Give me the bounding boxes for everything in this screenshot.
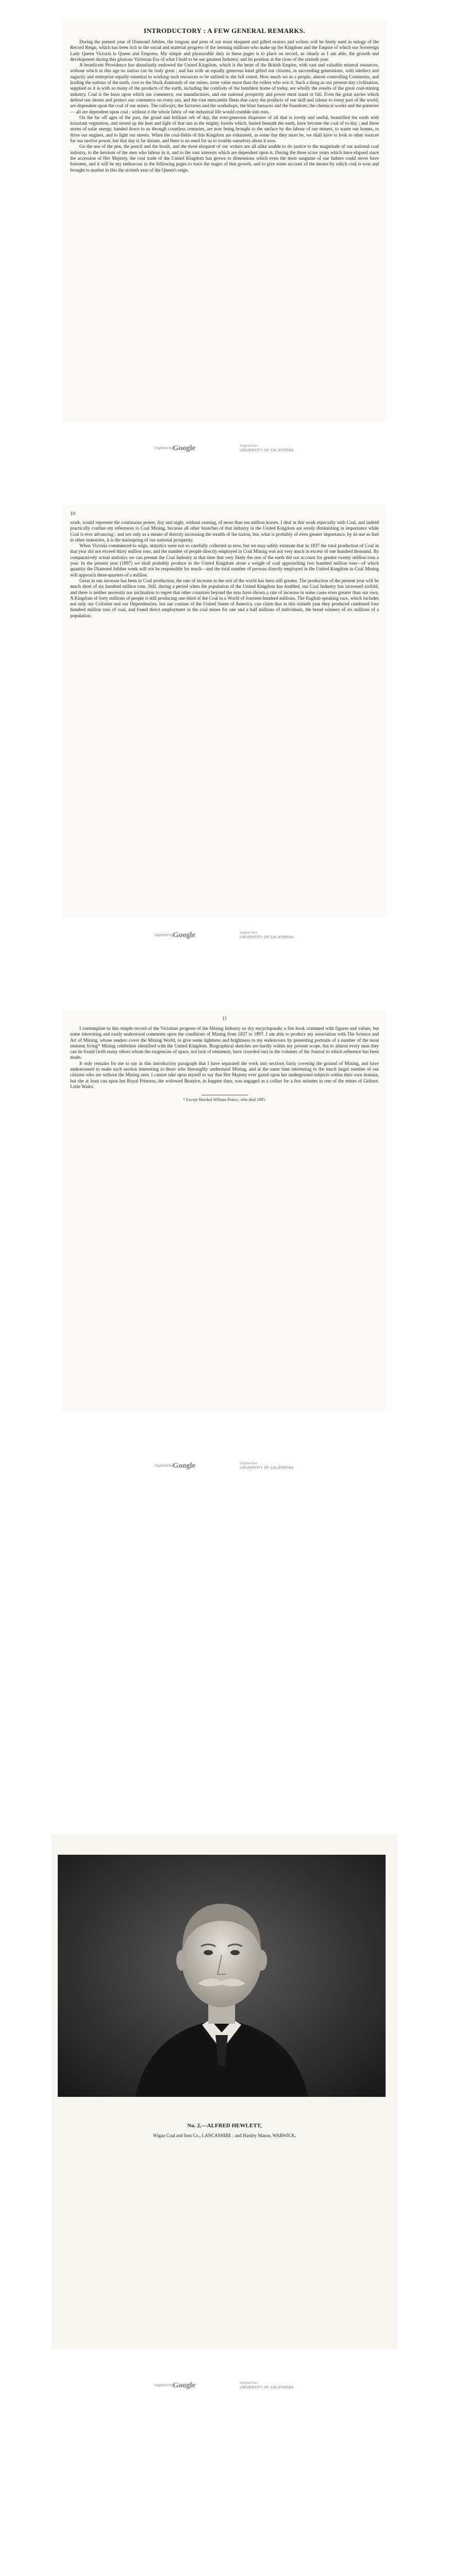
paragraph: I contemplate in this simple record of the Victorian progress of the Mining Industry so dry encyclopaedic a fire hook crammed with figures and values, but some interesting and easily understood comments upon the conditions of Mining from 1837 to 1897. I am able to produce my association with The Science and Art of Mining, whose readers cover the Mining World, to give some lightness and brightness to my endeavours by presenting portraits of a number of the most eminent living* Mining celebrities identified with the United Kingdom. Biographical sketches are hardly within my present scope, but to almost every man they can be found (with many others whom the exigencies of space, not lack of eminence, have crowded out) in the volumes of the Journal to which reference has been made.: [70, 1026, 379, 1060]
digitized-label: Digitized by: [155, 2384, 174, 2387]
body-text: [70, 1026, 379, 1090]
google-logo: Google: [173, 1462, 195, 1470]
digitized-label: Digitized by: [155, 447, 174, 450]
paragraph: On the far off ages of the past, the grand and brilliant orb of day, the ever-generous dispenser of all that is lovely and useful, beautified the earth with luxuriant vegetation, and stored up the heat and light of that sun in the mighty forests which, buried beneath the earth, have become the coal of to-day ; and these stores of solar energy, handed down to us through countless centuries, are now being brought to the surface by the labour of our miners, to warm our homes, to drive our engines, and to light our streets. When the coal-fields of this Kingdom are exhausted, as some day they must be, we shall have to look to other sources for our motive power, but that day is far distant, and there is no need for us to trouble ourselves about it now.: [70, 114, 379, 144]
page-heading: INTRODUCTORY : A FEW GENERAL REMARKS.: [143, 27, 306, 35]
original-source-name: UNIVERSITY OF CALIFORNIA: [240, 2386, 294, 2389]
portrait-photograph: [58, 1855, 386, 2097]
paragraph: When Victoria commenced to reign, statistics were not so carefully collected as now, but we may safely estimate that in 1837 the total production of Coal in that year did not exceed thirty million tons, and the number of people directly employed in Coal Mining was not very much in excess of one hundred thousand. By comparatively actual statistics we can present the Coal Industry at that time that very likely the rest of the earth did not account for greater twenty million tons a year. In the present year (1897) we shall probably produce in the United Kingdom alone a weight of coal approaching two hundred million tons—of which quantity the Diamond Jubilee week will not be responsible for much—and the total number of persons directly employed in the United Kingdom in Coal Mining will approach three-quarters of a million.: [70, 543, 379, 578]
digitized-label: Digitized by: [155, 934, 174, 937]
body-text: [70, 39, 379, 173]
google-logo: Google: [173, 931, 195, 939]
body-text: [70, 520, 379, 619]
original-from-label: Original from: [240, 2382, 258, 2385]
document-page-3: [0, 979, 449, 1494]
page-sheet: [62, 1010, 387, 1412]
document-page-2: [0, 495, 449, 958]
google-watermark-footer: [0, 443, 449, 456]
paragraph: work, would represent the continuous power, day and night, without ceasing, of more than ten million horses. I deal in this work especially with Coal, and indeed practically confine my references to Coal Mining, because all other branches of that industry in the United Kingdom are sorely diminishing in importance while Coal is ever advancing ; and not only as a means of directly increasing the wealth of the nation, but, what is probably of even greater importance, by its use as fuel in other industries, it is the mainspring of our national prosperity.: [70, 520, 379, 543]
original-source-name: UNIVERSITY OF CALIFORNIA: [240, 449, 294, 452]
page-number: 11: [222, 1016, 227, 1022]
document-page-4: [0, 1834, 449, 2401]
paragraph: A beneficent Providence has abundantly endowed the United Kingdom, which is the heart of the British Empire, with vast and valuable mineral resources, without which in this age no nation can be truly great ; and has with an equally generous hand gifted our citizens, in succeeding generations, with intellect and sagacity and enterprise equally essential to working such resources to be utilised to the full extent. How much we as a people, almost controlling Continents, and leading the nations of the earth, owe to the black diamonds of our mines, none value more than the toilers who win it. Such a thing as our present-day civilisation, supplied as it is with so many of the products of the earth, including the comforts of the humblest home of today, are wholly the results of the great coal-mining industry. Coal is the basis upon which our commerce, our manufactures, and our national prosperity and power must stand or fall. Even the great navies which defend our shores and protect our commerce on every sea, and the vast mercantile fleets that carry the products of our skill and labour to every part of the world, are dependent upon the coal of our mines. The railways, the factories and the workshops, the blast furnaces and the foundries, the chemical works and the potteries — all are dependent upon coal ; without it the whole fabric of our industrial life would crumble into ruin.: [70, 62, 379, 114]
page-sheet: [62, 505, 387, 917]
digitized-label: Digitized by: [155, 1464, 174, 1468]
original-source-name: UNIVERSITY OF CALIFORNIA: [240, 1466, 294, 1470]
paragraph: During the present year of Diamond Jubilee, the tongues and pens of our most eloquent and gifted orators and writers will be freely used in eulogy of the Record Reign, which has been rich in the social and material progress of the teeming millions who make up the Kingdom and the Empire of which our Sovereign Lady Queen Victoria is Queen and Empress. My simple and pleasurable duty in these pages is to place on record, as clearly as I am able, the growth and development during this glorious Victorian Era of what I hold to be our greatest Industry, and its position at the close of the sixtieth year.: [70, 39, 379, 62]
original-from-label: Original from: [240, 445, 258, 448]
google-logo: Google: [173, 2381, 195, 2389]
google-watermark-footer: [0, 930, 449, 943]
paragraph: It only remains for me to say in this introductory paragraph that I have separated the work into sections fairly covering the ground of Mining, and have endeavoured to make each section interesting to those who thoroughly understand Mining, and at the same time interesting to the much larger number of our citizens who are without the Mining area. I cannot take upon myself to say that Her Majesty ever gazed upon her underground subjects within their own domain, but she at least can upon her Royal Princess, the widowed Beatrice, in happier days, was engaged as a collier for a few minutes in one of the mines of Gelinot. Little Wales.: [70, 1060, 379, 1089]
original-from-label: Original from: [240, 931, 258, 935]
paragraph: Go the use of the pen, the pencil and the brush, and the most eloquent of our writers are all alike unable to do justice to the magnitude of our national coal industry, to the heroism of the men who labour in it, and to the vast interests which are dependent upon it. During the three score years which have elapsed since the accession of Her Majesty, the coal trade of the United Kingdom has grown to dimensions which even the most sanguine of our fathers could never have foreseen, and it will be my endeavour in the following pages to trace the stages of that growth, and to give some account of the means by which coal is won and brought to market in this the sixtieth year of the Queen's reign.: [70, 144, 379, 173]
original-source-name: UNIVERSITY OF CALIFORNIA: [240, 936, 294, 939]
paragraph: Great as our increase has been in Coal production, the rate of increase in the rest of the world has been still greater. The production of the present year will be much short of six hundred million tons. Still, during a period when the population of the United Kingdom has doubled, our Coal Industry has increased sixfold, and there is neither necessity nor inclination to regret that other countries beyond the seas have shown a rate of increase in some cases even greater than our own. A Kingdom of forty millions of people is still producing one-third of the Coal in a World of fourteen hundred millions. The English-speaking race, which includes not only our Colonies and our Dependencies, but our cousins of the United States of America, can claim that in this sixtieth year they produced combined four hundred million tons of coal, and found direct employment in the coal mines for one and a half millions of individuals, the bread winners of six millions of a population.: [70, 578, 379, 618]
document-page-1: [0, 0, 449, 464]
page-sheet: [62, 21, 387, 422]
google-watermark-footer: [0, 2380, 449, 2394]
google-logo: Google: [173, 444, 195, 452]
original-from-label: Original from: [240, 1462, 258, 1465]
footnote: * Except Marshal William Pearce, who died 1895.: [182, 1097, 267, 1103]
google-watermark-footer: [0, 1461, 449, 1474]
portrait-caption-detail: Wigan Coal and Iron Co., LANCASHIRE ; and Hastley Manor, WARWICK.: [153, 2133, 296, 2138]
page-number: 10: [70, 511, 75, 517]
portrait-image: [58, 1855, 386, 2097]
portrait-caption-number: No. 2.—ALFRED HEWLETT,: [187, 2123, 262, 2129]
